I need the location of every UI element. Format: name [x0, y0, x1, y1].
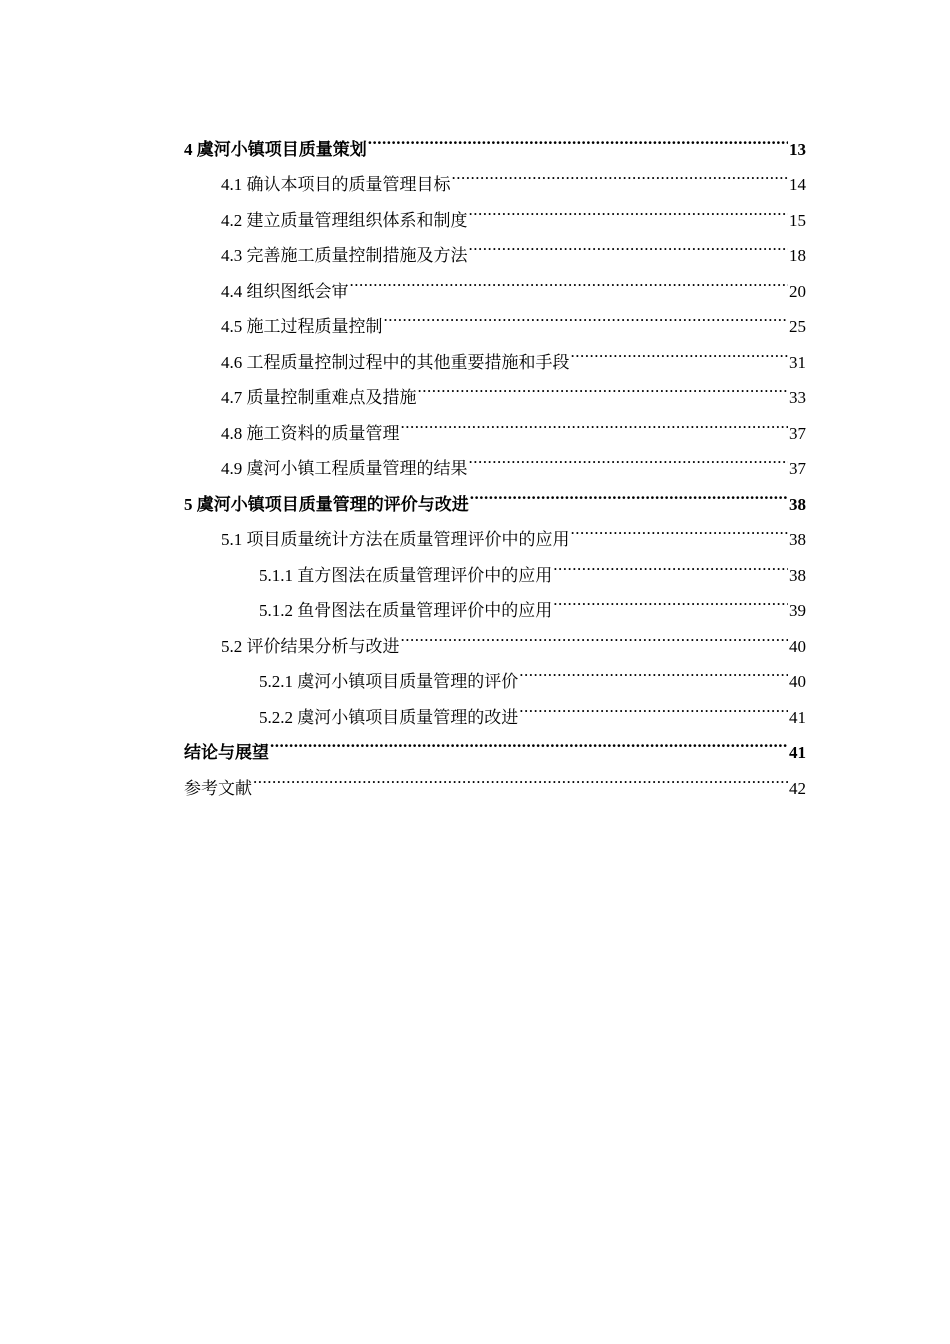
- toc-entry-page: 40: [789, 672, 806, 691]
- toc-entry-page: 33: [789, 388, 806, 407]
- toc-entry-page: 37: [789, 459, 806, 478]
- toc-entry-page: 38: [789, 530, 806, 549]
- table-of-contents: [184, 119, 806, 798]
- toc-entry-title: 4.3 完善施工质量控制措施及方法: [221, 246, 468, 265]
- dot-leader: [469, 439, 789, 475]
- toc-entry-page: 38: [789, 494, 806, 514]
- dot-leader: [553, 581, 788, 617]
- dot-leader: [418, 368, 789, 404]
- toc-entry-title: 5.2.1 虞河小镇项目质量管理的评价: [259, 672, 519, 691]
- dot-leader: [368, 119, 788, 155]
- dot-leader: [401, 616, 789, 652]
- toc-entry-title: 4.7 质量控制重难点及措施: [221, 388, 417, 407]
- dot-leader: [571, 332, 789, 368]
- toc-entry-title: 4.1 确认本项目的质量管理目标: [221, 175, 451, 194]
- dot-leader: [452, 155, 789, 191]
- toc-entry-title: 5 虞河小镇项目质量管理的评价与改进: [184, 494, 469, 514]
- toc-entry-title: 5.1.2 鱼骨图法在质量管理评价中的应用: [259, 601, 553, 620]
- dot-leader: [519, 687, 788, 723]
- toc-entry-page: 41: [789, 707, 806, 727]
- toc-entry-title: 5.2.2 虞河小镇项目质量管理的改进: [259, 707, 519, 727]
- toc-entry-page: 42: [789, 778, 806, 798]
- toc-entry-title: 结论与展望: [184, 743, 269, 762]
- toc-entry-page: 15: [789, 210, 806, 230]
- toc-entry-page: 38: [789, 565, 806, 585]
- toc-entry-title: 5.2 评价结果分析与改进: [221, 636, 400, 656]
- dot-leader: [469, 190, 789, 226]
- toc-entry-page: 18: [789, 246, 806, 265]
- toc-entry-page: 40: [789, 636, 806, 656]
- toc-entry-title: 4.5 施工过程质量控制: [221, 317, 383, 336]
- dot-leader: [253, 758, 788, 794]
- toc-entry-page: 13: [789, 139, 806, 159]
- dot-leader: [270, 723, 788, 759]
- toc-entry-title: 4.6 工程质量控制过程中的其他重要措施和手段: [221, 352, 570, 372]
- dot-leader: [469, 226, 789, 262]
- dot-leader: [401, 403, 789, 439]
- toc-entry-title: 4.4 组织图纸会审: [221, 281, 349, 301]
- dot-leader: [350, 261, 789, 297]
- toc-entry-title: 4.2 建立质量管理组织体系和制度: [221, 210, 468, 230]
- toc-entry-page: 39: [789, 601, 806, 620]
- toc-entry-title: 5.1 项目质量统计方法在质量管理评价中的应用: [221, 530, 570, 549]
- dot-leader: [519, 652, 788, 688]
- toc-entry-references[interactable]: [184, 758, 806, 798]
- dot-leader: [470, 474, 788, 510]
- toc-entry-title: 5.1.1 直方图法在质量管理评价中的应用: [259, 565, 553, 585]
- toc-entry-title: 4.8 施工资料的质量管理: [221, 423, 400, 443]
- toc-entry-conclusion[interactable]: [184, 723, 806, 762]
- dot-leader: [571, 510, 789, 546]
- toc-entry-title: 4 虞河小镇项目质量策划: [184, 139, 367, 159]
- toc-entry-page: 31: [789, 352, 806, 372]
- toc-entry-title: 4.9 虞河小镇工程质量管理的结果: [221, 459, 468, 478]
- toc-entry-page: 20: [789, 281, 806, 301]
- toc-entry-chapter-4[interactable]: [184, 119, 806, 159]
- toc-entry-title: 参考文献: [184, 778, 252, 798]
- toc-entry-page: 25: [789, 317, 806, 336]
- toc-entry-page: 14: [789, 175, 806, 194]
- dot-leader: [384, 297, 789, 333]
- toc-entry-page: 37: [789, 423, 806, 443]
- toc-entry-page: 41: [789, 743, 806, 762]
- dot-leader: [553, 545, 788, 581]
